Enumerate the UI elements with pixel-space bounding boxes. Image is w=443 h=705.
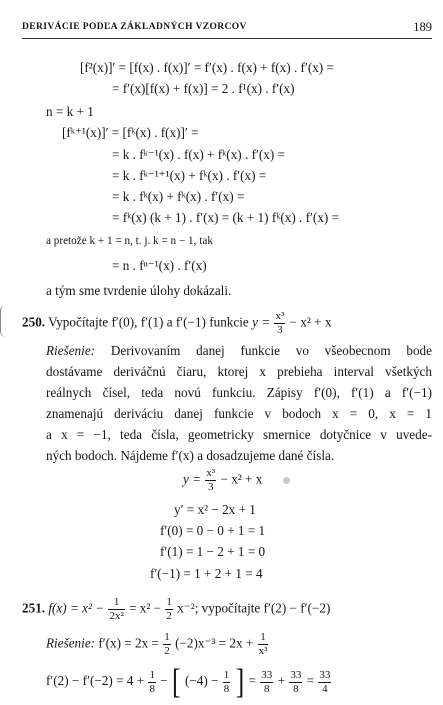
step-f1: f′(1) = 1 − 2 + 1 = 0 — [160, 544, 266, 559]
header-title: DERIVÁCIE PODĽA ZÁKLADNÝCH VZORCOV — [22, 22, 247, 32]
solution-250-line-3: reálnych čísel, teda novú funkciu. Zápisy f′(0), f′(1) a f′(−1) — [46, 385, 432, 400]
fraction: $\frac{33}{8}$ — [261, 668, 273, 695]
deriv-line-9: a pretože k + 1 = n, t. j. k = n − 1, tak — [46, 235, 213, 247]
fraction: $\frac{\text{x³}}{3}$ — [275, 310, 285, 336]
fraction: $\frac{1}{8}$ — [223, 668, 230, 695]
solution-250-line-1: Riešenie: Derivovaním danej funkcie vo všeobecnom bode — [46, 343, 432, 358]
deriv-line-10: = n . fⁿ⁻¹(x) . f′(x) — [112, 258, 207, 273]
fraction: $\frac{1}{\text{2x²}}$ — [109, 596, 124, 622]
bracket-close: ] — [235, 661, 245, 701]
fraction: $\frac{1}{8}$ — [149, 668, 155, 695]
step-fminus1: f′(−1) = 1 + 2 + 1 = 4 — [150, 566, 263, 581]
problem-250-number: 250. — [22, 314, 46, 330]
fraction: $\frac{\text{x³}}{3}$ — [206, 467, 216, 493]
running-header — [22, 20, 432, 39]
problem-250-text: Vypočítajte f′(0), f′(1) a f′(−1) funkcie — [48, 314, 249, 330]
solution-251-line-2: f′(2) − f′(−2) = 4 + $\frac{1}{8}$ − [ (−4) − $\frac{1}{8}$ ] = $\frac{33}{8}$ + $\frac{33}{8}$ = $\frac{33}{4}$ — [46, 661, 331, 701]
page-number: 189 — [413, 20, 432, 34]
deriv-conclusion: a tým sme tvrdenie úlohy dokázali. — [46, 283, 232, 298]
problem-250-task: 250. Vypočítajte f′(0), f′(1) a f′(−1) funkcie y = $\frac{\text{x³}}{3}$ − x² + x — [22, 310, 332, 336]
step-f0: f′(0) = 0 − 0 + 1 = 1 — [160, 523, 266, 538]
deriv-line-4: [fᵏ⁺¹(x)]′ = [fᵏ(x) . f(x)]′ = — [62, 125, 199, 140]
equation-y: y = $\frac{\text{x³}}{3}$ − x² + x — [183, 467, 263, 493]
solution-250-line-6: ných bodoch. Nájdeme f′(x) a dosadzujeme dané čísla. — [46, 448, 335, 463]
fraction: $\frac{1}{2}$ — [166, 596, 172, 622]
deriv-line-3: n = k + 1 — [46, 104, 94, 119]
solution-250-line-5: a x = −1, teda čísla, geometricky smernice dotyčnice v uvede- — [46, 427, 432, 442]
deriv-line-6: = k . fᵏ⁻¹⁺¹(x) + fᵏ(x) . f′(x) = — [112, 168, 267, 183]
fraction: $\frac{1}{2}$ — [164, 631, 170, 657]
deriv-line-7: = k . fᵏ(x) + fᵏ(x) . f′(x) = — [112, 189, 245, 204]
fraction: $\frac{1}{\text{x³}}$ — [258, 631, 268, 657]
deriv-line-8: = fᵏ(x) (k + 1) . f′(x) = (k + 1) fᵏ(x) . f′(x) = — [112, 210, 340, 225]
deriv-line-5: = k . fᵏ⁻¹(x) . f(x) + fᵏ(x) . f′(x) = — [112, 147, 285, 162]
deriv-line-1: [f²(x)]′ = [f(x) . f(x)]′ = f′(x) . f(x) + f(x) . f′(x) = — [80, 60, 334, 75]
ink-spot — [283, 477, 290, 484]
problem-251-number: 251. — [22, 600, 46, 616]
bracket-open: [ — [171, 661, 181, 701]
fraction: $\frac{33}{4}$ — [319, 668, 331, 695]
problem-251-task: 251. f(x) = x² − $\frac{1}{\text{2x²}}$ = x² − $\frac{1}{2}$ x⁻²; vypočítajte f′(2) − f′(−2) — [22, 596, 331, 622]
solution-250-line-2: dostávame deriváčnú čiaru, ktorej x prebieha interval všetkých — [46, 364, 432, 379]
deriv-line-2: = f′(x)[f(x) + f(x)] = 2 . f¹(x) . f′(x) — [112, 81, 295, 96]
step-derivative: y′ = x² − 2x + 1 — [174, 502, 256, 517]
margin-mark — [0, 305, 7, 337]
solution-label: Riešenie: — [46, 343, 96, 358]
solution-label: Riešenie: — [46, 635, 96, 651]
solution-250-line-4: znamenajú deriváciu danej funkcie v bodoch x = 0, x = 1 — [46, 406, 432, 421]
solution-251-line-1: Riešenie: f′(x) = 2x = $\frac{1}{2}$ (−2)x⁻³ = 2x + $\frac{1}{\text{x³}}$ — [46, 631, 268, 657]
fraction: $\frac{33}{8}$ — [290, 668, 302, 695]
